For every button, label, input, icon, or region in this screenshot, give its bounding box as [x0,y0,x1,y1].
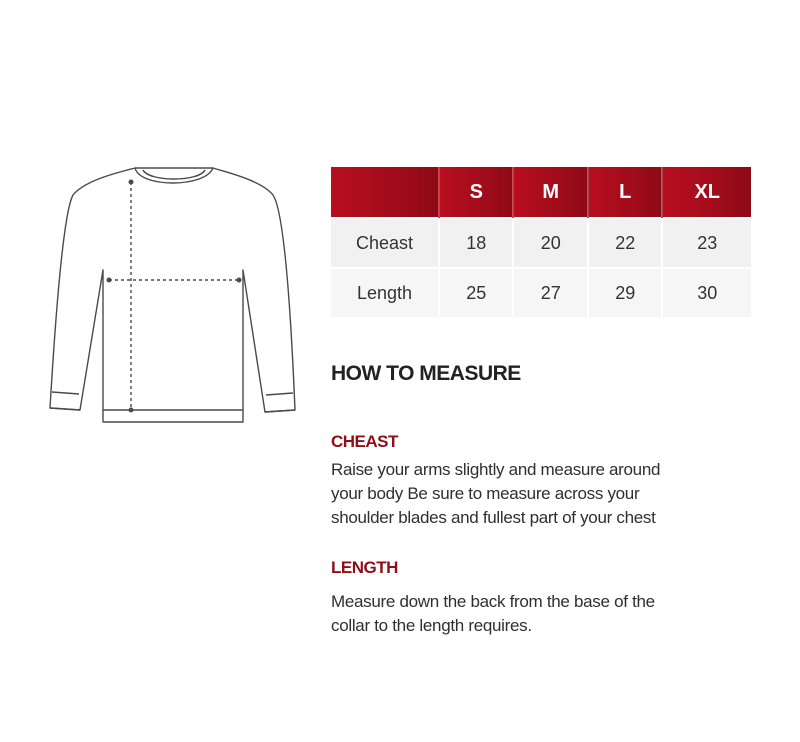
size-header-blank [331,167,439,218]
instruction-line: shoulder blades and fullest part of your chest [331,508,656,527]
chest-heading: CHEAST [331,432,398,451]
table-cell: 20 [513,218,587,268]
table-cell: 29 [588,268,662,317]
sweatshirt-illustration [45,160,305,430]
table-row [331,218,751,268]
table-cell: 25 [439,268,513,317]
table-cell: 30 [662,268,751,317]
length-heading: LENGTH [331,558,398,577]
size-header-s: S [439,167,513,218]
size-header-xl: XL [662,167,751,218]
table-cell: 23 [662,218,751,268]
chest-instructions [331,458,751,530]
table-cell: 18 [439,218,513,268]
instruction-line: Measure down the back from the base of the [331,592,655,611]
sweatshirt-icon [45,160,305,430]
size-header-m: M [513,167,587,218]
row-label: Length [331,268,439,317]
table-row [331,268,751,317]
table-cell: 22 [588,218,662,268]
instruction-line: collar to the length requires. [331,616,532,635]
size-header-row [331,167,751,218]
instruction-line: your body Be sure to measure across your [331,484,640,503]
how-to-measure-title: HOW TO MEASURE [331,362,521,385]
instruction-line: Raise your arms slightly and measure around [331,460,661,479]
row-label: Cheast [331,218,439,268]
size-header-l: L [588,167,662,218]
size-chart-table [331,167,751,317]
length-instructions [331,590,751,638]
table-cell: 27 [513,268,587,317]
